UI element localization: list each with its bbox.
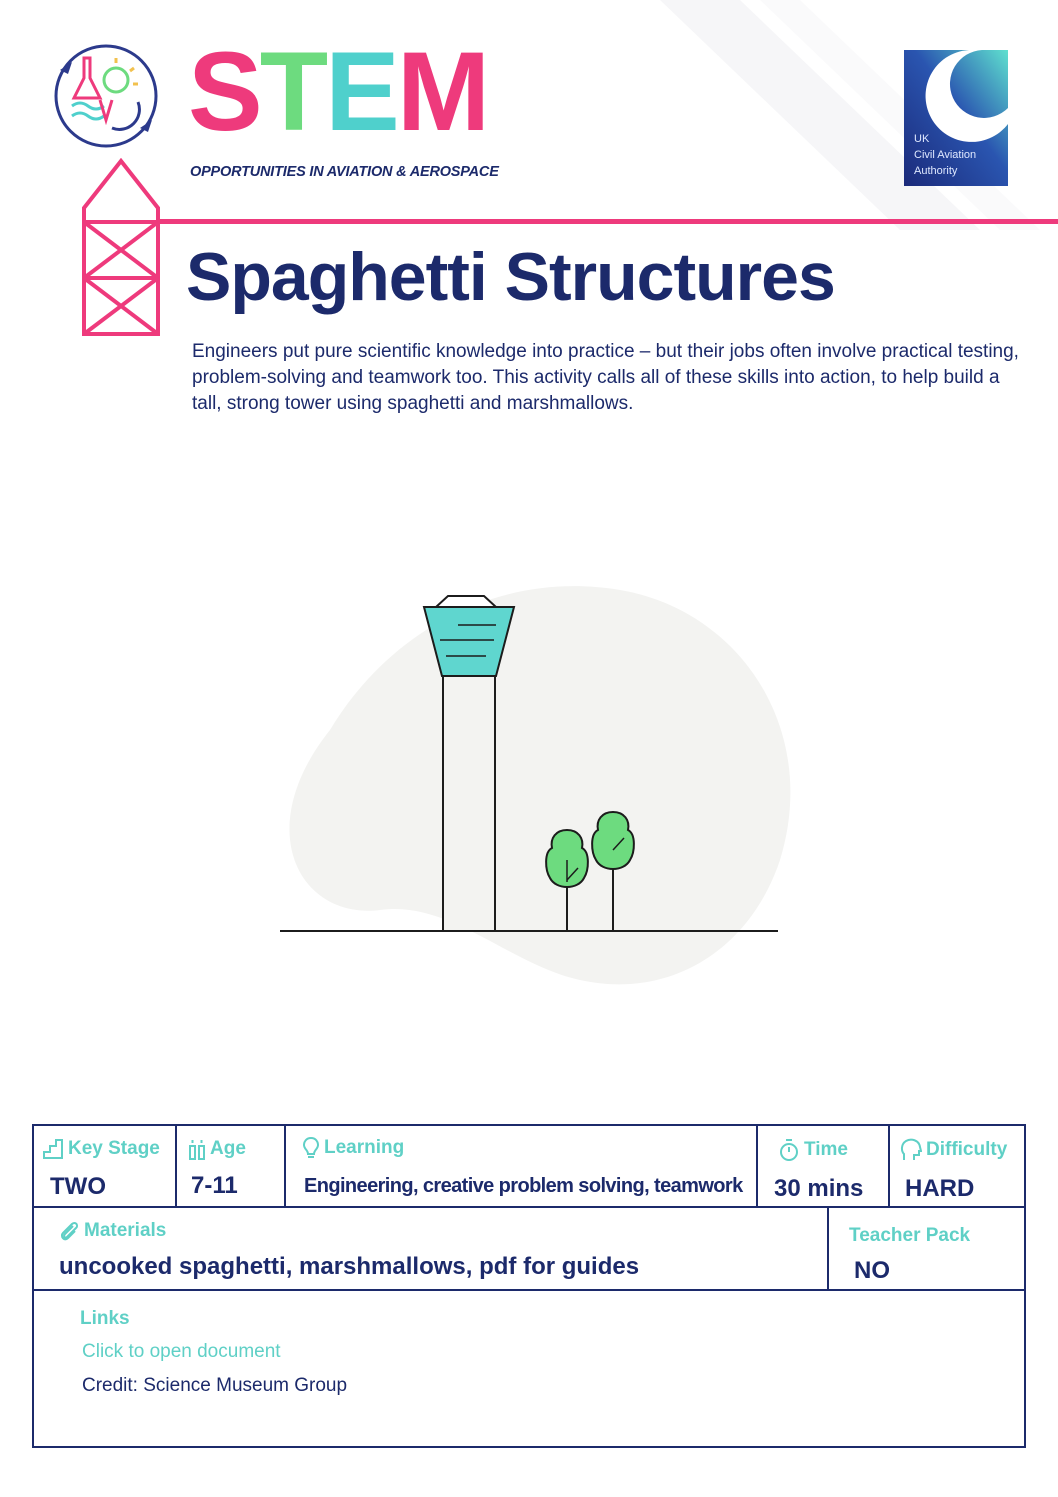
- lattice-tower-icon: [80, 158, 162, 338]
- key-stage-value: TWO: [50, 1173, 106, 1200]
- stopwatch-icon: [778, 1138, 800, 1162]
- control-tower-illustration: [260, 570, 800, 990]
- learning-value: Engineering, creative problem solving, teamwork: [304, 1175, 743, 1197]
- paperclip-icon: [58, 1219, 80, 1243]
- activity-info-table: [32, 1124, 1026, 1448]
- caa-logo: [904, 50, 1008, 186]
- difficulty-value: HARD: [905, 1175, 975, 1202]
- teacher-pack-label: Teacher Pack: [849, 1225, 971, 1246]
- divider: [888, 1126, 890, 1206]
- svg-text:Civil Aviation: Civil Aviation: [914, 149, 977, 161]
- open-document-link[interactable]: Click to open document: [82, 1341, 281, 1362]
- links-label: Links: [80, 1308, 130, 1329]
- intro-paragraph: Engineers put pure scientific knowledge into practice – but their jobs often involve practical testing, problem-solving and teamwork too. This activity calls all of these skills into action, to help build a tall, strong tower using spaghetti and marshmallows.: [192, 341, 1019, 414]
- key-stage-label: Key Stage: [42, 1138, 160, 1160]
- header-divider: [160, 219, 1058, 224]
- difficulty-label: Difficulty: [900, 1138, 1007, 1162]
- divider: [284, 1126, 286, 1206]
- time-value: 30 mins: [774, 1175, 864, 1202]
- stairs-icon: [42, 1138, 64, 1160]
- teacher-pack-value: NO: [854, 1257, 890, 1284]
- age-value: 7-11: [191, 1172, 238, 1199]
- divider: [34, 1289, 1024, 1291]
- learning-label: Learning: [302, 1136, 404, 1160]
- stem-wordmark: [188, 29, 488, 154]
- head-icon: [900, 1138, 922, 1162]
- lightbulb-icon: [302, 1136, 320, 1160]
- time-label: Time: [778, 1138, 848, 1162]
- materials-label: Materials: [58, 1219, 166, 1243]
- stem-letter-s: S: [188, 29, 260, 154]
- divider: [756, 1126, 758, 1206]
- svg-text:UK: UK: [914, 133, 930, 145]
- svg-text:Authority: Authority: [914, 165, 958, 177]
- stem-letter-e: E: [325, 29, 397, 154]
- page-title: Spaghetti Structures: [186, 239, 835, 315]
- stem-emblem-icon: [50, 40, 162, 152]
- stem-letter-t: T: [259, 29, 326, 154]
- tagline: OPPORTUNITIES IN AVIATION & AEROSPACE: [190, 164, 499, 180]
- divider: [34, 1206, 1024, 1208]
- credit-text: Credit: Science Museum Group: [82, 1375, 348, 1396]
- stem-letter-m: M: [396, 29, 488, 154]
- materials-value: uncooked spaghetti, marshmallows, pdf for guides: [59, 1253, 640, 1280]
- divider: [175, 1126, 177, 1206]
- age-label: Age: [188, 1138, 246, 1160]
- divider: [827, 1206, 829, 1289]
- candles-icon: [188, 1138, 206, 1160]
